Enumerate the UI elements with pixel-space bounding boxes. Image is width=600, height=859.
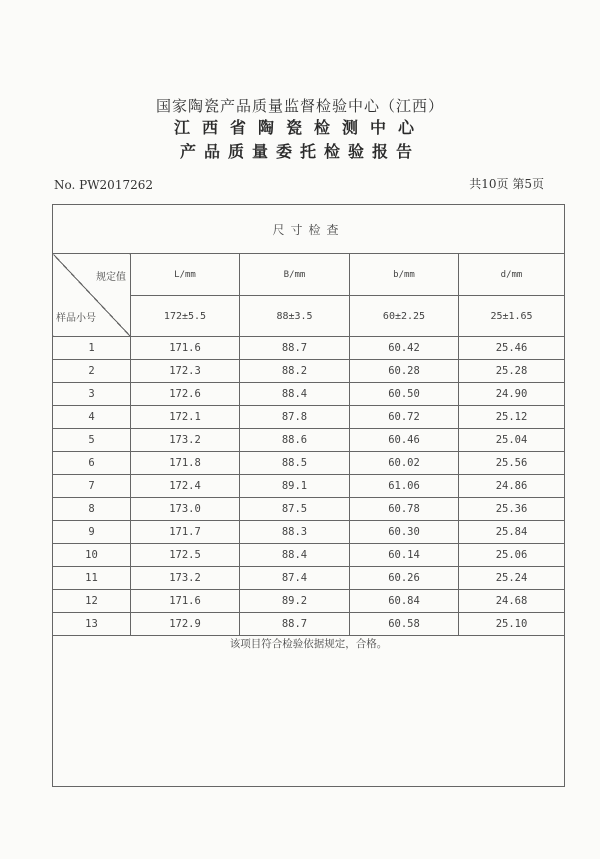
- measurement-cell: 88.5: [240, 452, 350, 475]
- report-header: [0, 96, 600, 164]
- measurement-cell: 60.84: [350, 590, 459, 613]
- measurement-cell: 60.14: [350, 544, 459, 567]
- table-row: [53, 590, 565, 613]
- measurement-cell: 60.58: [350, 613, 459, 636]
- conclusion-text: 该项目符合检验依据规定，合格。: [53, 636, 565, 787]
- sample-number: 2: [53, 360, 131, 383]
- sample-number: 5: [53, 429, 131, 452]
- param-header: b/mm: [350, 254, 459, 296]
- measurement-cell: 25.46: [459, 337, 565, 360]
- param-row: [53, 254, 565, 296]
- page-info: 共10页 第5页: [469, 177, 544, 191]
- table-title-row: [53, 205, 565, 254]
- measurement-cell: 25.36: [459, 498, 565, 521]
- measurement-cell: 60.72: [350, 406, 459, 429]
- measurement-cell: 88.7: [240, 337, 350, 360]
- measurement-cell: 172.1: [131, 406, 240, 429]
- sample-number: 6: [53, 452, 131, 475]
- measurement-cell: 88.4: [240, 383, 350, 406]
- param-header: d/mm: [459, 254, 565, 296]
- measurement-cell: 88.6: [240, 429, 350, 452]
- sample-number: 10: [53, 544, 131, 567]
- param-header: B/mm: [240, 254, 350, 296]
- measurement-cell: 24.86: [459, 475, 565, 498]
- sample-number: 1: [53, 337, 131, 360]
- measurement-cell: 25.10: [459, 613, 565, 636]
- table-row: [53, 498, 565, 521]
- measurement-cell: 87.4: [240, 567, 350, 590]
- measurement-cell: 60.78: [350, 498, 459, 521]
- measurement-cell: 88.7: [240, 613, 350, 636]
- corner-sample-label: 样品小号: [56, 313, 96, 324]
- measurement-cell: 171.6: [131, 337, 240, 360]
- measurement-cell: 88.4: [240, 544, 350, 567]
- sample-number: 8: [53, 498, 131, 521]
- measurement-cell: 60.42: [350, 337, 459, 360]
- table-row: [53, 337, 565, 360]
- measurement-cell: 171.8: [131, 452, 240, 475]
- sample-number: 3: [53, 383, 131, 406]
- measurement-cell: 89.1: [240, 475, 350, 498]
- measurement-cell: 89.2: [240, 590, 350, 613]
- measurement-cell: 25.04: [459, 429, 565, 452]
- measurement-cell: 60.28: [350, 360, 459, 383]
- measurement-cell: 87.8: [240, 406, 350, 429]
- measurement-cell: 60.50: [350, 383, 459, 406]
- table-row: [53, 521, 565, 544]
- conclusion-row: [53, 636, 565, 787]
- measurement-cell: 88.3: [240, 521, 350, 544]
- corner-spec-label: 规定值: [96, 272, 126, 283]
- measurement-cell: 24.68: [459, 590, 565, 613]
- table-row: [53, 452, 565, 475]
- table-title: 尺寸检查: [53, 205, 565, 254]
- table-row: [53, 613, 565, 636]
- spec-value: 172±5.5: [131, 296, 240, 337]
- center-name: 国家陶瓷产品质量监督检验中心（江西）: [155, 97, 444, 115]
- measurement-cell: 172.9: [131, 613, 240, 636]
- measurement-cell: 173.2: [131, 429, 240, 452]
- corner-cell: [53, 254, 131, 337]
- sample-number: 13: [53, 613, 131, 636]
- measurement-cell: 173.2: [131, 567, 240, 590]
- sample-number: 9: [53, 521, 131, 544]
- measurement-cell: 60.46: [350, 429, 459, 452]
- measurement-cell: 171.6: [131, 590, 240, 613]
- measurement-cell: 172.6: [131, 383, 240, 406]
- measurement-cell: 87.5: [240, 498, 350, 521]
- measurement-cell: 60.02: [350, 452, 459, 475]
- measurement-cell: 61.06: [350, 475, 459, 498]
- lab-name: 江西省陶瓷检测中心: [173, 118, 426, 137]
- measurement-cell: 25.84: [459, 521, 565, 544]
- table-row: [53, 406, 565, 429]
- measurement-cell: 171.7: [131, 521, 240, 544]
- report-title: 产品质量委托检验报告: [179, 142, 420, 161]
- measurement-cell: 25.56: [459, 452, 565, 475]
- measurement-cell: 24.90: [459, 383, 565, 406]
- spec-value: 88±3.5: [240, 296, 350, 337]
- table-row: [53, 567, 565, 590]
- param-header: L/mm: [131, 254, 240, 296]
- table-row: [53, 429, 565, 452]
- sample-number: 12: [53, 590, 131, 613]
- measurement-cell: 172.4: [131, 475, 240, 498]
- table-row: [53, 383, 565, 406]
- measurement-cell: 88.2: [240, 360, 350, 383]
- dimension-table: [52, 204, 565, 787]
- report-number: No. PW2017262: [54, 178, 153, 192]
- table-row: [53, 475, 565, 498]
- measurement-cell: 25.12: [459, 406, 565, 429]
- measurement-cell: 60.26: [350, 567, 459, 590]
- table-row: [53, 360, 565, 383]
- measurement-cell: 25.24: [459, 567, 565, 590]
- sample-number: 4: [53, 406, 131, 429]
- table-row: [53, 544, 565, 567]
- spec-value: 25±1.65: [459, 296, 565, 337]
- measurement-cell: 172.5: [131, 544, 240, 567]
- measurement-cell: 60.30: [350, 521, 459, 544]
- measurement-cell: 173.0: [131, 498, 240, 521]
- sample-number: 11: [53, 567, 131, 590]
- measurement-cell: 25.28: [459, 360, 565, 383]
- measurement-cell: 172.3: [131, 360, 240, 383]
- sample-number: 7: [53, 475, 131, 498]
- spec-value: 60±2.25: [350, 296, 459, 337]
- measurement-cell: 25.06: [459, 544, 565, 567]
